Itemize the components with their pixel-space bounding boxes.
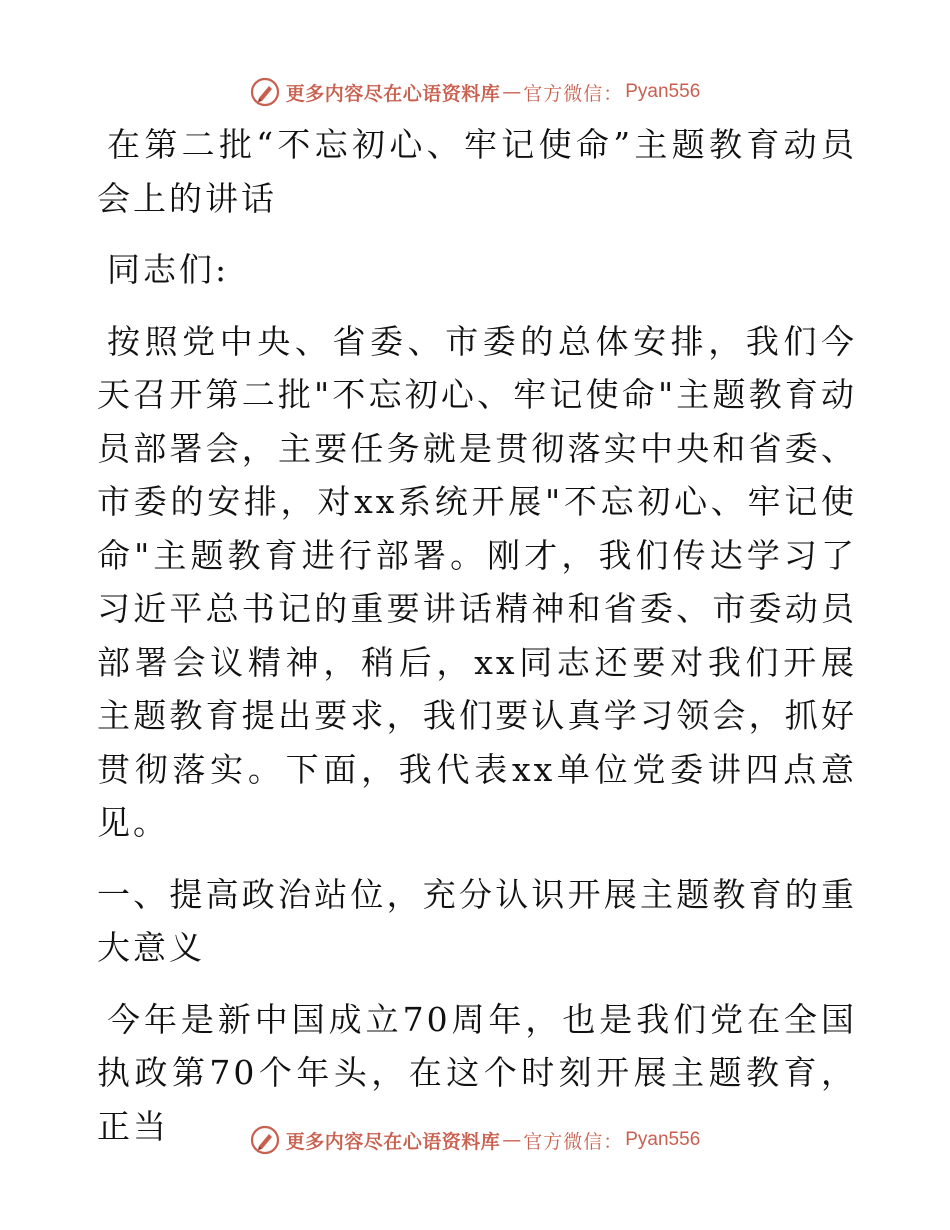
watermark-wechat-id: Pyan556 bbox=[625, 1129, 701, 1150]
header-watermark bbox=[0, 72, 950, 112]
watermark-separator: — bbox=[502, 1129, 522, 1151]
watermark-main-text: 更多内容尽在心语资料库 bbox=[285, 1130, 501, 1153]
salutation: 同志们: bbox=[107, 250, 230, 289]
watermark-official-label: 官方微信： bbox=[523, 1130, 624, 1153]
watermark-separator: — bbox=[502, 81, 522, 103]
paragraph-1: 按照党中央、省委、市委的总体安排，我们今天召开第二批"不忘初心、牢记使命"主题教育动员部署会，主要任务就是贯彻落实中央和省委、市委的安排，对xx系统开展"不忘初心、牢记使命"主题教育进行部署。刚才，我们传达学习了习近平总书记的重要讲话精神和省委、市委动员部署会议精神，稍后，xx同志还要对我们开展主题教育提出要求，我们要认真学习领会，抓好贯彻落实。下面，我代表xx单位党委讲四点意见。 bbox=[97, 321, 857, 842]
footer-watermark bbox=[0, 1120, 950, 1160]
watermark-main-text: 更多内容尽在心语资料库 bbox=[285, 82, 501, 105]
paragraph-2: 今年是新中国成立70周年，也是我们党在全国执政第70个年头，在这个时刻开展主题教育，正当 bbox=[97, 999, 857, 1146]
document-title: 在第二批“不忘初心、牢记使命”主题教育动员会上的讲话 bbox=[97, 125, 857, 218]
watermark-wechat-id: Pyan556 bbox=[625, 81, 701, 102]
watermark-official-label: 官方微信： bbox=[523, 82, 624, 105]
section-heading-1: 一、提高政治站位，充分认识开展主题教育的重大意义 bbox=[97, 874, 857, 967]
document-body bbox=[97, 118, 857, 1153]
pen-logo-icon bbox=[250, 77, 280, 107]
pen-logo-icon bbox=[250, 1125, 280, 1155]
